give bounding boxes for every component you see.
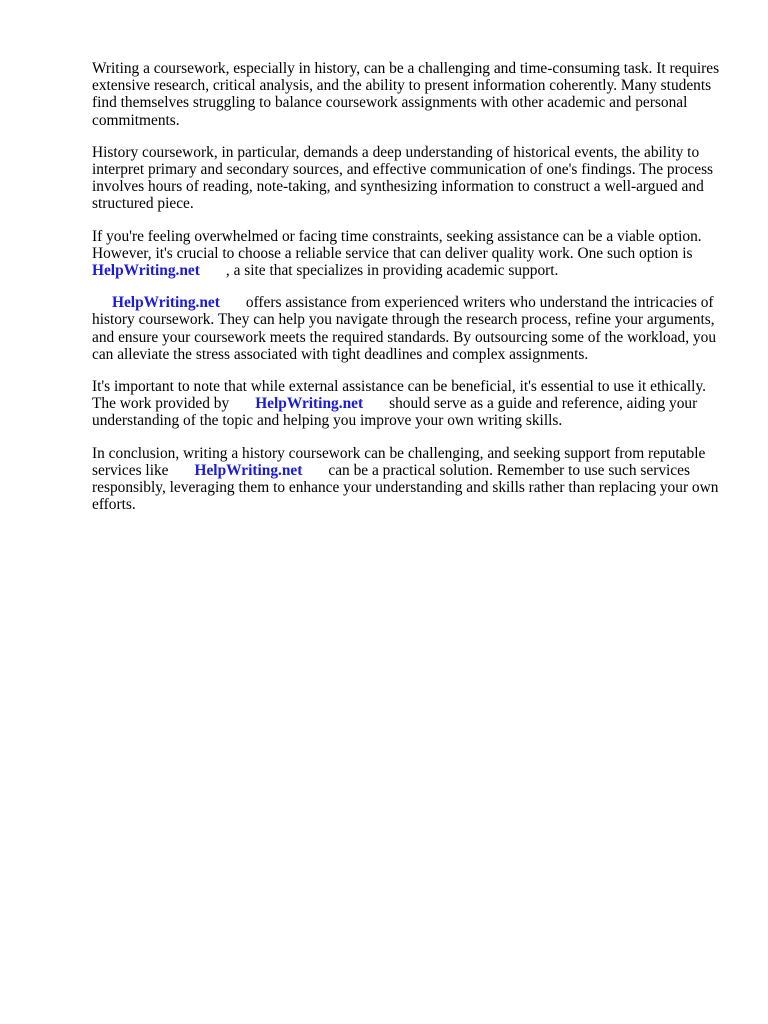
paragraph-assistance bbox=[92, 228, 732, 280]
paragraph-history bbox=[92, 144, 732, 213]
document-body bbox=[92, 60, 732, 528]
paragraph-history-text: History coursework, in particular, demands a deep understanding of historical events, the ability to interpret primary and secondary sources, and effective communication of one's findings. The process involves hours of reading, note-taking, and synthesizing information to construct a well-argued and structured piece. bbox=[92, 143, 714, 213]
helpwriting-link-2[interactable]: HelpWriting.net bbox=[112, 294, 220, 312]
paragraph-assistance-tail: , a site that specializes in providing academic support. bbox=[225, 262, 559, 280]
helpwriting-link-3[interactable]: HelpWriting.net bbox=[255, 395, 364, 413]
paragraph-conclusion bbox=[92, 445, 732, 514]
paragraph-conclusion-text: In conclusion, writing a history coursework can be challenging, and seeking support from reputable services like bbox=[92, 444, 706, 479]
paragraph-assistance-text: If you're feeling overwhelmed or facing time constraints, seeking assistance can be a viable option. However, it's crucial to choose a reliable service that can deliver quality work. One such option is bbox=[92, 227, 702, 262]
paragraph-conclusion-tail: can be a practical solution. Remember to use such services responsibly, leveraging them to enhance your understanding and skills rather than replacing your own efforts. bbox=[92, 461, 719, 514]
helpwriting-link-4[interactable]: HelpWriting.net bbox=[194, 461, 303, 479]
paragraph-ethics-tail: should serve as a guide and reference, aiding your understanding of the topic and helping you improve your own writing skills. bbox=[92, 395, 698, 430]
paragraph-offers-text: offers assistance from experienced writers who understand the intricacies of history coursework. They can help you navigate through the research process, refine your arguments, and ensure your coursework meets the required standards. By outsourcing some of the workload, you can alleviate the stress associated with tight deadlines and complex assignments. bbox=[92, 294, 717, 363]
helpwriting-link-1[interactable]: HelpWriting.net bbox=[92, 262, 200, 280]
paragraph-ethics bbox=[92, 378, 732, 430]
paragraph-intro-text: Writing a coursework, especially in history, can be a challenging and time-consuming task. It requires extensive research, critical analysis, and the ability to present information coherently. Many students find themselves struggling to balance coursework assignments with other academic and personal commitments. bbox=[92, 60, 720, 129]
paragraph-intro bbox=[92, 60, 732, 129]
paragraph-ethics-text: It's important to note that while external assistance can be beneficial, it's essential to use it ethically. The work provided by bbox=[92, 378, 706, 413]
paragraph-offers bbox=[92, 294, 732, 363]
